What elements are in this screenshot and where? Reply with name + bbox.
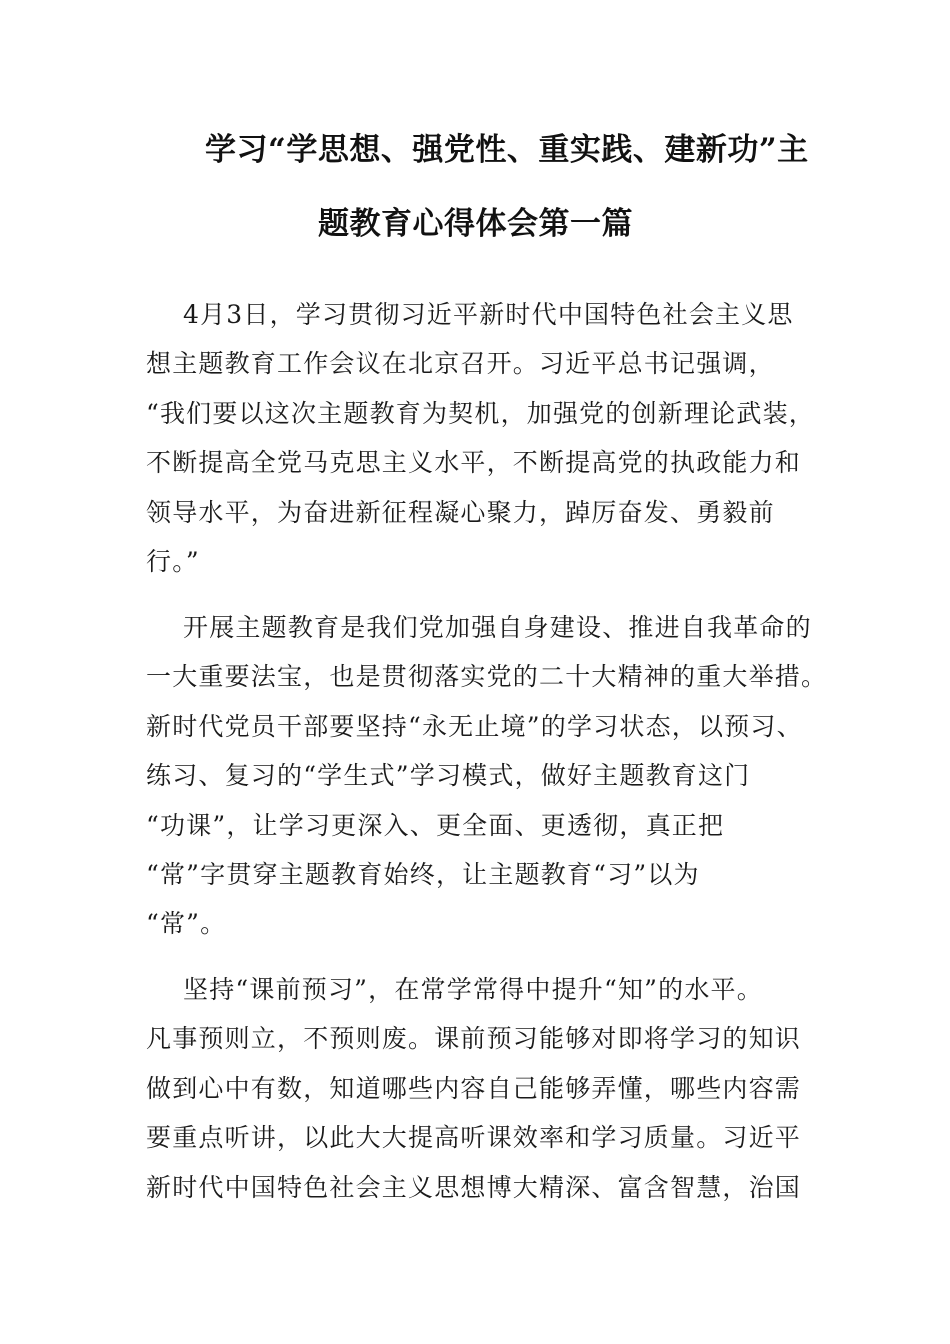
paragraph-line: 凡事预则立，不预则废。课前预习能够对即将学习的知识 [146,1024,802,1053]
paragraph-line: 做到心中有数，知道哪些内容自己能够弄懂，哪些内容需 [146,1074,802,1103]
paragraph-line: 一大重要法宝，也是贯彻落实党的二十大精神的重大举措。 [146,662,828,691]
paragraph-line: “常”字贯穿主题教育始终，让主题教育“习”以为 [146,860,700,889]
paragraph-line: 行。” [146,547,200,576]
paragraph-line: 不断提高全党马克思主义水平，不断提高党的执政能力和 [146,448,802,477]
paragraph-line: 领导水平，为奋进新征程凝心聚力，踔厉奋发、勇毅前 [146,498,775,527]
paragraph-line: 新时代党员干部要坚持“永无止境”的学习状态，以预习、 [146,712,803,741]
paragraph-line: 坚持“课前预习”，在常学常得中提升“知”的水平。 [183,975,763,1004]
paragraph-line: “功课”，让学习更深入、更全面、更透彻，真正把 [146,811,725,840]
document-title-line-2: 题教育心得体会第一篇 [318,206,633,242]
paragraph-line: “常”。 [146,909,227,938]
paragraph-line: 开展主题教育是我们党加强自身建设、推进自我革命的 [183,613,812,642]
paragraph-line: 想主题教育工作会议在北京召开。习近平总书记强调， [146,349,775,378]
paragraph-line: 练习、复习的“学生式”学习模式，做好主题教育这门 [146,761,751,790]
document-title-line-1: 学习“学思想、强党性、重实践、建新功”主 [205,132,809,168]
paragraph-line: “我们要以这次主题教育为契机，加强党的创新理论武装， [146,399,815,428]
paragraph-line: 新时代中国特色社会主义思想博大精深、富含智慧，治国 [146,1173,802,1202]
paragraph-line: 4月3日，学习贯彻习近平新时代中国特色社会主义思 [183,300,794,329]
paragraph-line: 要重点听讲，以此大大提高听课效率和学习质量。习近平 [146,1123,802,1152]
